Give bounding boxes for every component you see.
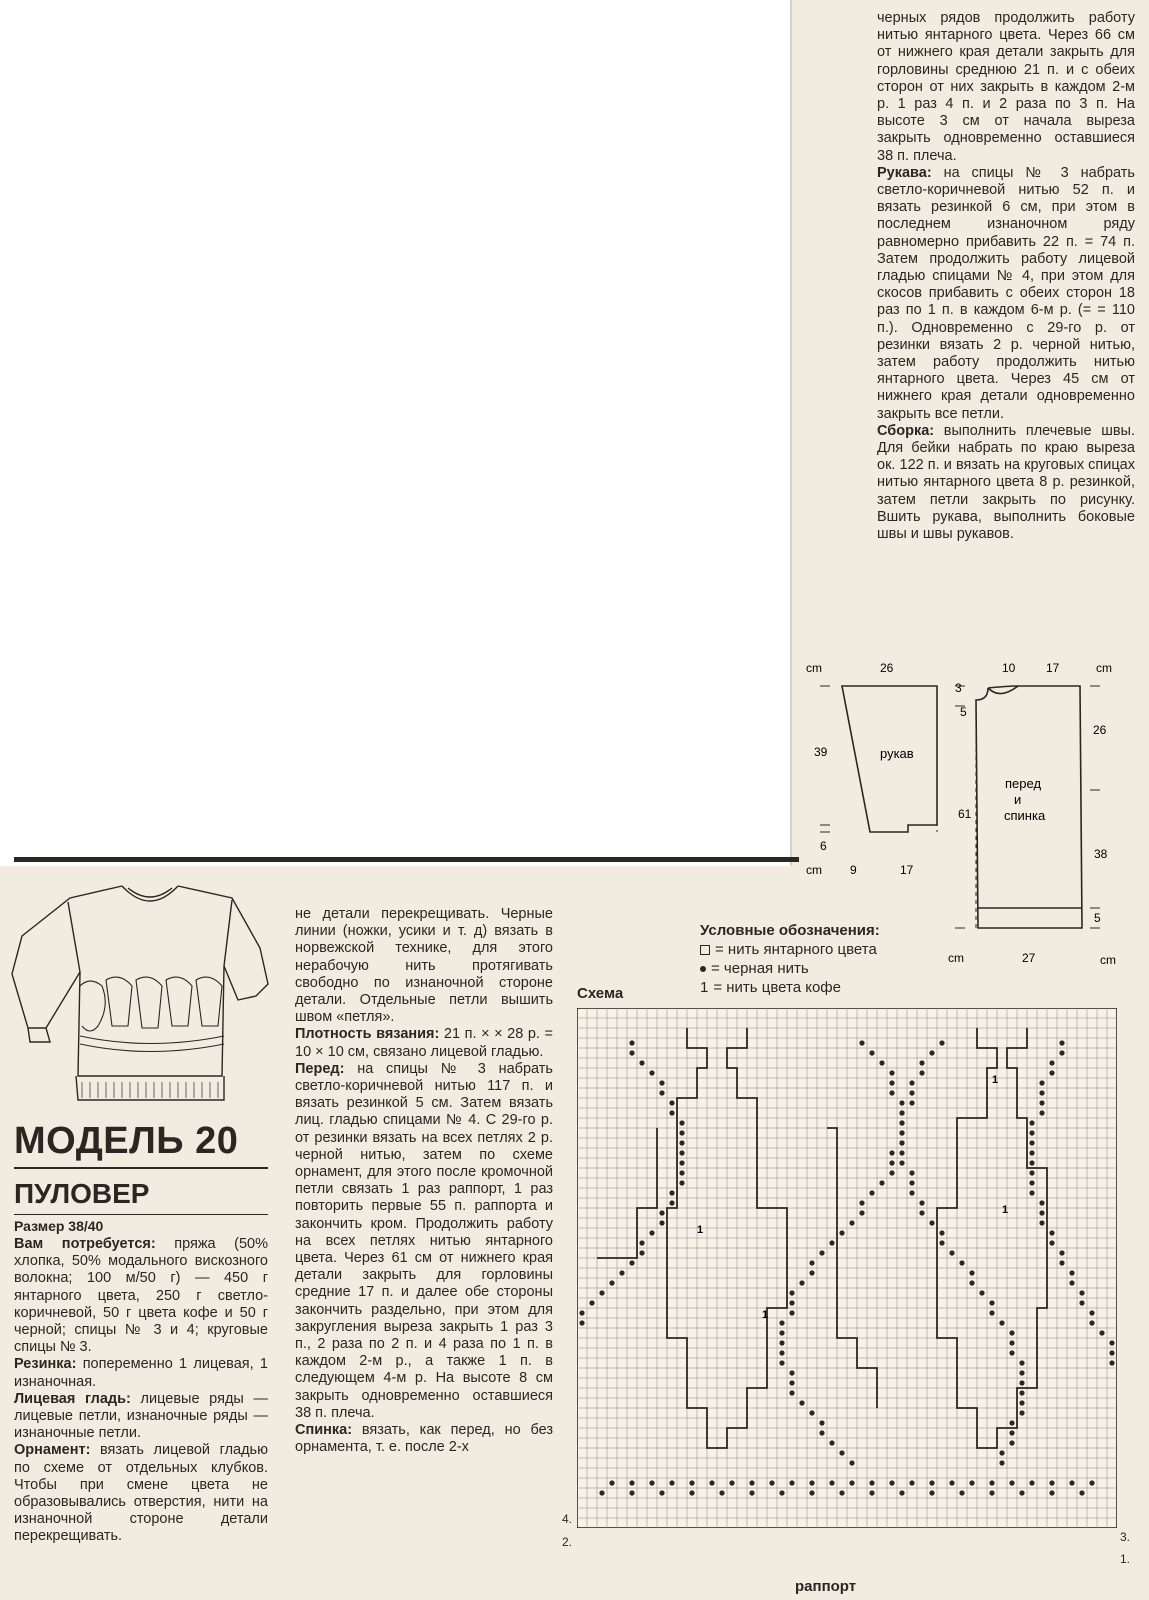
sleeve-height: 39 [814, 745, 828, 759]
middle-column [295, 906, 553, 1457]
square-symbol-icon [700, 945, 710, 955]
legend-text-coffee: = нить цвета кофе [713, 979, 841, 996]
coffee-stitch-mark: 1 [1002, 1204, 1009, 1216]
sleeve-top-width: 26 [880, 661, 894, 675]
blank-page-area [0, 0, 790, 866]
middle_column-paragraph [295, 1026, 553, 1060]
right_top_column-text: выполнить плечевые швы. Для бейки набрать по краю выреза ок. 122 п. и вязать на круговых спицах нитью янтарного цвета 8 р. резинкой, затем петли закрыть по рисунку. Вшить рукава, выполнить боковые швы и швы рукавов. [877, 422, 1135, 543]
left-column [14, 1236, 268, 1546]
right_top_column-heading: Сборка: [877, 422, 935, 439]
body-half-width: 27 [1022, 951, 1036, 965]
middle_column-text: вязать, как перед, но без орнамента, т. е. после 2-х [295, 1422, 553, 1456]
body-unit-top: cm [1096, 661, 1112, 675]
left_column-text: лицевые ряды — лицевые петли, изнаночные ряды — изнаночные петли. [14, 1390, 268, 1442]
rapport-label: раппорт [795, 1578, 857, 1595]
section-divider [14, 857, 799, 862]
row-mark-3: 3. [1120, 1530, 1131, 1544]
body-label-2: и [1014, 792, 1022, 807]
body-unit-bottom-left: cm [948, 951, 964, 965]
sleeve-bottom-a: 9 [850, 863, 857, 877]
body-armhole: 26 [1093, 723, 1107, 737]
right_top_column-heading: Рукава: [877, 164, 932, 181]
body-height: 61 [958, 807, 972, 821]
right_top_column-paragraph [877, 423, 1135, 543]
middle_column-paragraph [295, 1061, 553, 1422]
sleeve-unit-top: cm [806, 661, 822, 675]
left_column-paragraph [14, 1391, 268, 1443]
left_column-paragraph [14, 1442, 268, 1545]
legend-item-black [700, 959, 880, 978]
coffee-stitch-mark: 1 [992, 1074, 999, 1086]
size-label: Размер 38/40 [14, 1218, 104, 1234]
left_column-heading: Вам потребуется: [14, 1236, 156, 1252]
right_top_column-text: черных рядов продолжить работу нитью янтарного цвета. Через 66 см от нижнего края детали закрыть для горловины среднюю 21 п. и с обеих сторон от них закрыть в каждом 2-м р. 1 раз 4 п. и 2 раза по 3 п. На высоте 3 см от начала выреза закрыть одновременно оставшиеся 38 п. плеча. [877, 10, 1135, 164]
coffee-stitch-mark: 1 [697, 1224, 704, 1236]
model-title: МОДЕЛЬ 20 [14, 1120, 239, 1162]
middle_column-text: 21 п. × × 28 р. = 10 × 10 см, связано лицевой гладью. [295, 1026, 553, 1060]
dot-symbol-icon [700, 966, 706, 972]
body-label-3: спинка [1004, 808, 1046, 823]
garment-type: ПУЛОВЕР [14, 1178, 150, 1209]
body-neck-depth-a: 3 [955, 681, 962, 695]
legend-symbol-coffee: 1 [700, 979, 709, 996]
right-top-column [877, 10, 1135, 543]
left_column-text: вязать лицевой гладью по схеме от отдельных клубков. Чтобы при смене цвета не образовывались отверстия, нити на изнаночной стороне детали перекрещивать. [14, 1442, 268, 1545]
body-unit-bottom-right: cm [1100, 953, 1116, 967]
legend-item-amber [700, 940, 880, 959]
middle_column-paragraph [295, 1422, 553, 1456]
middle_column-text: на спицы № 3 набрать светло-коричневой нитью 117 п. и вязать резинкой 5 см. Затем вязать лиц. гладью спицами № 4. С 29-го р. от резинки вязать на всех петлях 2 р. черной нитью, затем по схеме орнамент, для этого после кромочной петли связать 1 раз раппорт, 1 раз повторить первые 55 п. раппорта и закончить кром. Продолжить работу на всех петлях нитью янтарного цвета. Через 61 см от нижнего края детали закрыть для горловины средние 17 п. и далее обе стороны закончить раздельно, при этом для закругления выреза закрыть 1 раз 3 п., 2 раза по 2 п. и 4 раза по 1 п. в каждом 2-м р., а также 1 п. в следующем 4-м р. На высоте 8 см закрыть одновременно оставшиеся 38 п. плеча. [295, 1060, 553, 1421]
left_column-heading: Лицевая гладь: [14, 1390, 131, 1407]
body-rib: 5 [1094, 911, 1101, 925]
body-outline [976, 686, 1082, 928]
sleeve-label: рукав [880, 746, 914, 761]
page-edge [790, 0, 792, 866]
body-neck-width: 10 [1002, 661, 1016, 675]
middle_column-paragraph [295, 906, 553, 1026]
left_column-paragraph [14, 1236, 268, 1356]
right_top_column-paragraph [877, 165, 1135, 423]
right_top_column-text: на спицы № 3 набрать светло-коричневой нитью 52 п. и вязать резинкой 6 см, при этом в последнем изнаночном ряду равномерно прибавить 22 п. = 74 п. Затем продолжить работу лицевой гладью спицами № 4, при этом для скосов прибавить с обеих сторон 18 раз по 1 п. в каждом 6-м р. (= = 110 п.). Одновременно с 29-го р. от резинки вязать 2 р. черной нитью, затем работу продолжить нитью янтарного цвета. Через 45 см от нижнего края детали одновременно закрыть все петли. [877, 164, 1135, 422]
right_top_column-paragraph [877, 10, 1135, 165]
body-shoulder: 17 [1046, 661, 1060, 675]
legend-text-black: = черная нить [711, 960, 809, 977]
row-mark-1: 1. [1120, 1552, 1131, 1566]
coffee-stitch-mark: 1 [762, 1309, 769, 1321]
legend-title: Условные обозначения: [700, 922, 880, 939]
knitting-chart-grid [577, 1008, 1117, 1528]
left_column-text: пряжа (50% хлопка, 50% модального вискозного волокна; 100 м/50 г) — 450 г янтарного цвета, 250 г светло-коричневой, 50 г цвета кофе и 50 г черной; спицы № 3 и 4; круговые спицы № 3. [14, 1236, 269, 1356]
legend-item-coffee [700, 978, 880, 997]
sleeve-bottom-b: 17 [900, 863, 914, 877]
row-mark-4: 4. [562, 1512, 573, 1526]
title-rule [14, 1167, 268, 1169]
row-mark-2: 2. [562, 1535, 573, 1549]
title-rule-thin [14, 1214, 268, 1215]
sleeve-unit-bottom: cm [806, 863, 822, 877]
schema-title: Схема [577, 985, 624, 1002]
sleeve-cuff: 6 [820, 839, 827, 853]
left_column-heading: Резинка: [14, 1356, 77, 1373]
middle_column-text: не детали перекрещивать. Черные линии (ножки, усики и т. д) вязать в норвежской технике, для этого нерабочую нить протягивать свободно по изнаночной стороне детали. Отдельные петли вышить швом «петля». [295, 906, 553, 1026]
legend-text-amber: = нить янтарного цвета [715, 941, 877, 958]
body-neck-depth-b: 5 [960, 705, 967, 719]
left_column-text: попеременно 1 лицевая, 1 изнаночная. [14, 1356, 268, 1390]
sweater-illustration [10, 876, 272, 1108]
middle_column-heading: Перед: [295, 1060, 345, 1077]
middle_column-heading: Спинка: [295, 1422, 353, 1439]
body-label-1: перед [1005, 776, 1042, 791]
left_column-paragraph [14, 1356, 268, 1390]
legend [700, 921, 880, 997]
middle_column-heading: Плотность вязания: [295, 1026, 440, 1043]
left_column-heading: Орнамент: [14, 1442, 91, 1459]
body-lower: 38 [1094, 847, 1108, 861]
